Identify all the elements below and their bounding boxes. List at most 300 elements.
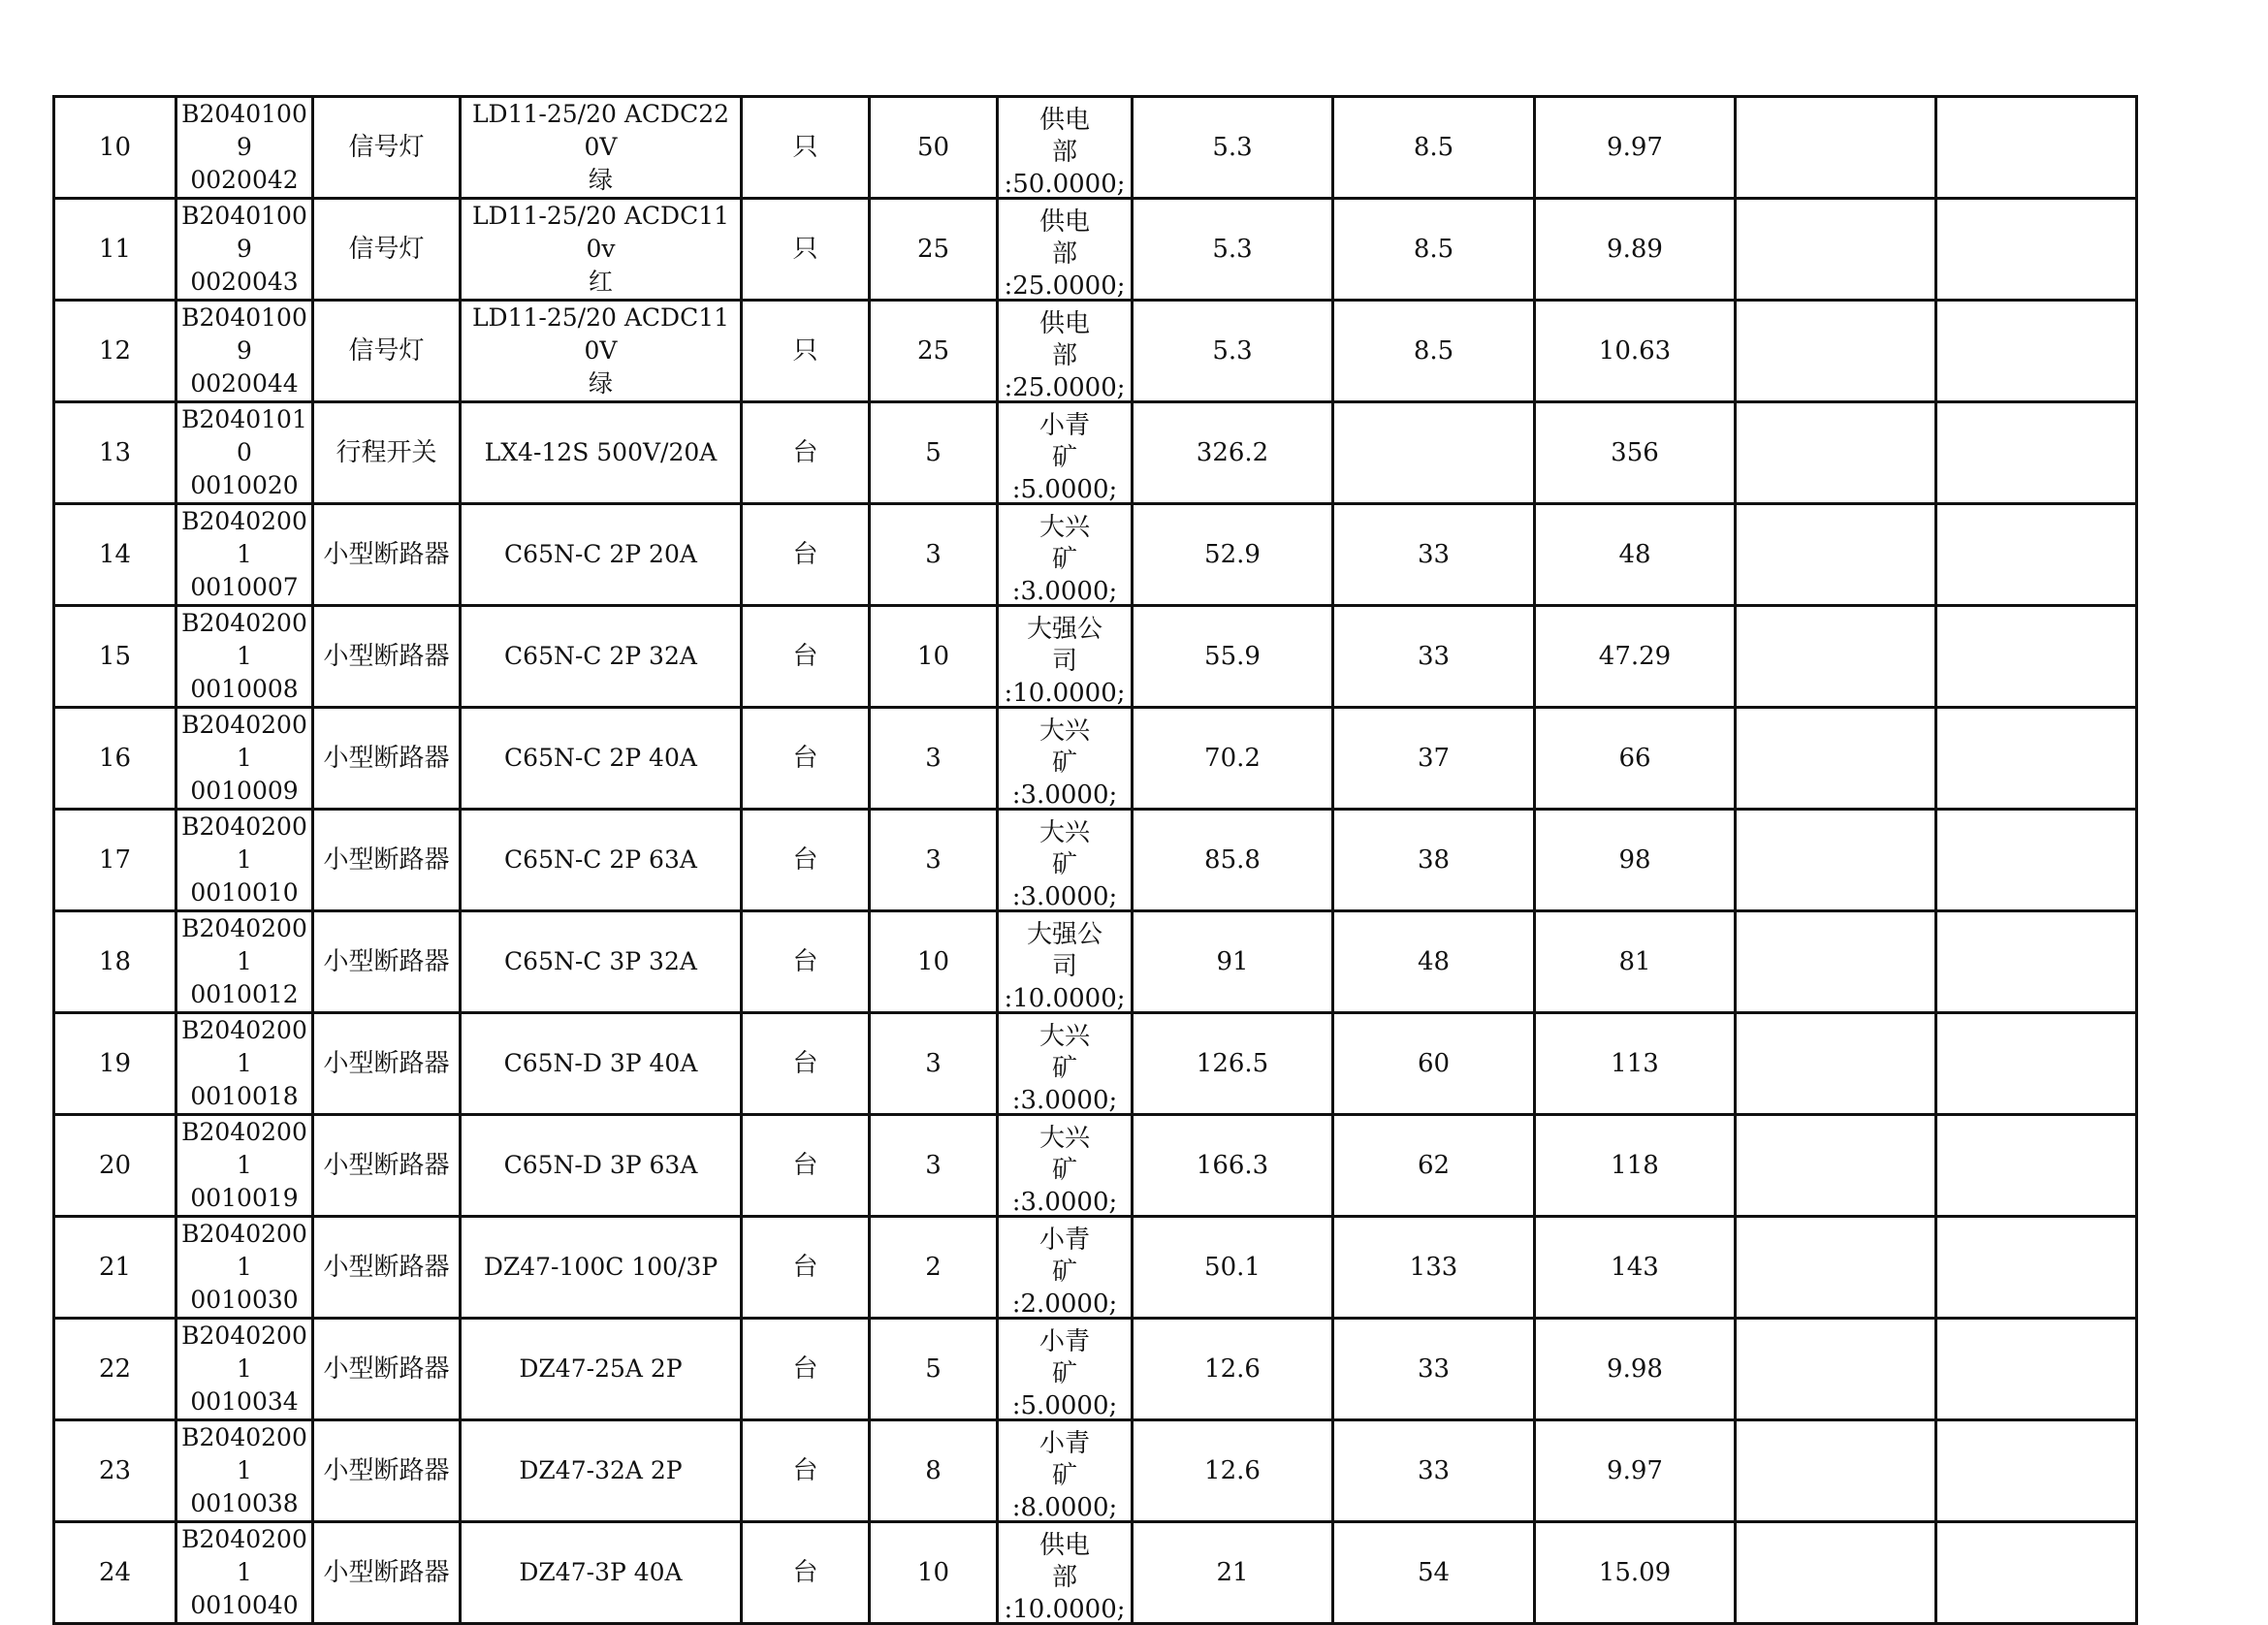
specification-cell	[461, 1319, 742, 1420]
quantity-cell: 3	[870, 708, 998, 810]
empty-cell-1	[1736, 606, 1936, 708]
material-code-cell	[176, 402, 313, 504]
table-row	[54, 1115, 2137, 1217]
material-code-line: B20402001	[181, 812, 307, 874]
unit-cell: 台	[742, 1013, 870, 1115]
unit-cell: 台	[742, 810, 870, 911]
source-text	[1001, 714, 1129, 810]
material-code-line: 0020042	[190, 166, 299, 194]
empty-cell-2	[1936, 199, 2137, 301]
empty-cell-1	[1736, 1013, 1936, 1115]
quantity-cell: 25	[870, 199, 998, 301]
material-name-cell: 小型断路器	[313, 1522, 461, 1624]
source-cell	[998, 199, 1133, 301]
price-2-cell: 133	[1333, 1217, 1535, 1319]
source-line: :5.0000;	[1011, 1390, 1118, 1420]
material-code-line: B20402001	[181, 711, 307, 772]
source-line: :3.0000;	[1011, 576, 1118, 606]
price-2-cell: 8.5	[1333, 199, 1535, 301]
source-text	[1001, 1324, 1129, 1420]
source-line: :10.0000;	[1004, 983, 1126, 1013]
material-code-cell	[176, 606, 313, 708]
source-line: 供电	[1038, 308, 1090, 338]
source-cell	[998, 504, 1133, 606]
unit-cell: 台	[742, 606, 870, 708]
source-line: 部	[1051, 1562, 1077, 1592]
unit-cell: 台	[742, 504, 870, 606]
price-2-cell: 8.5	[1333, 97, 1535, 199]
material-name-cell: 信号灯	[313, 301, 461, 402]
row-number-cell: 22	[54, 1319, 176, 1420]
source-cell	[998, 1420, 1133, 1522]
source-line: 大兴	[1038, 1123, 1090, 1153]
price-1-cell: 166.3	[1133, 1115, 1333, 1217]
source-line: 大强公	[1026, 614, 1102, 644]
material-code-cell	[176, 1522, 313, 1624]
material-code-line: B20402001	[181, 1220, 307, 1281]
table-row	[54, 708, 2137, 810]
source-line: :5.0000;	[1011, 474, 1118, 504]
table-row	[54, 199, 2137, 301]
table-row	[54, 301, 2137, 402]
material-name-cell: 信号灯	[313, 199, 461, 301]
material-code-cell	[176, 199, 313, 301]
price-2-cell: 33	[1333, 606, 1535, 708]
specification-cell	[461, 911, 742, 1013]
material-code-cell	[176, 301, 313, 402]
quantity-cell: 3	[870, 1013, 998, 1115]
empty-cell-2	[1936, 708, 2137, 810]
unit-cell: 台	[742, 402, 870, 504]
material-code-line: 0010038	[190, 1489, 299, 1517]
source-cell	[998, 708, 1133, 810]
material-code-cell	[176, 1013, 313, 1115]
row-number-cell: 20	[54, 1115, 176, 1217]
empty-cell-2	[1936, 97, 2137, 199]
price-1-cell: 55.9	[1133, 606, 1333, 708]
material-code-line: 0010020	[190, 471, 299, 499]
specification-line: LD11-25/20 ACDC110V	[471, 303, 730, 365]
table-row	[54, 911, 2137, 1013]
material-code-line: 0010030	[190, 1286, 299, 1314]
price-1-cell: 326.2	[1133, 402, 1333, 504]
quantity-cell: 10	[870, 911, 998, 1013]
quantity-cell: 10	[870, 1522, 998, 1624]
source-line: :3.0000;	[1011, 1085, 1118, 1115]
source-line: 部	[1051, 239, 1077, 269]
price-2-cell: 48	[1333, 911, 1535, 1013]
price-1-cell: 21	[1133, 1522, 1333, 1624]
price-3-cell: 143	[1535, 1217, 1736, 1319]
source-line: 矿	[1051, 748, 1077, 778]
material-code-cell	[176, 1217, 313, 1319]
material-code-cell	[176, 1420, 313, 1522]
quantity-cell: 3	[870, 504, 998, 606]
price-2-cell: 33	[1333, 1420, 1535, 1522]
price-2-cell: 33	[1333, 504, 1535, 606]
empty-cell-2	[1936, 1522, 2137, 1624]
specification-line: LD11-25/20 ACDC110v	[471, 202, 730, 263]
unit-cell: 台	[742, 708, 870, 810]
specification-line: 红	[588, 268, 613, 296]
material-code-line: 0010008	[190, 675, 299, 703]
source-cell	[998, 1013, 1133, 1115]
specification-cell	[461, 708, 742, 810]
empty-cell-2	[1936, 606, 2137, 708]
price-1-cell: 12.6	[1133, 1420, 1333, 1522]
material-name-cell: 小型断路器	[313, 1420, 461, 1522]
material-code-line: B20401009	[181, 202, 307, 263]
price-3-cell: 66	[1535, 708, 1736, 810]
table-row	[54, 606, 2137, 708]
source-line: :25.0000;	[1004, 271, 1126, 301]
unit-cell: 台	[742, 1115, 870, 1217]
source-line: 小青	[1038, 1326, 1090, 1356]
material-code-line: B20401010	[181, 405, 307, 466]
price-2-cell: 38	[1333, 810, 1535, 911]
price-2-cell: 33	[1333, 1319, 1535, 1420]
source-cell	[998, 1115, 1133, 1217]
source-line: 司	[1051, 951, 1077, 981]
source-line: 供电	[1038, 207, 1090, 237]
material-name-cell: 小型断路器	[313, 606, 461, 708]
material-code-line: 0020043	[190, 268, 299, 296]
empty-cell-1	[1736, 708, 1936, 810]
source-line: 小青	[1038, 1428, 1090, 1458]
row-number-cell: 15	[54, 606, 176, 708]
specification-line: C65N-C 2P 63A	[504, 845, 697, 874]
empty-cell-2	[1936, 1319, 2137, 1420]
table-row	[54, 1319, 2137, 1420]
unit-cell: 台	[742, 1319, 870, 1420]
material-name-cell: 小型断路器	[313, 1013, 461, 1115]
price-1-cell: 85.8	[1133, 810, 1333, 911]
specification-cell	[461, 606, 742, 708]
table-row	[54, 504, 2137, 606]
source-cell	[998, 97, 1133, 199]
source-line: 小青	[1038, 410, 1090, 440]
price-3-cell: 9.97	[1535, 1420, 1736, 1522]
specification-cell	[461, 301, 742, 402]
specification-line: C65N-C 2P 40A	[504, 744, 697, 772]
material-code-line: 0010018	[190, 1082, 299, 1110]
source-text	[1001, 815, 1129, 911]
specification-cell	[461, 1115, 742, 1217]
row-number-cell: 13	[54, 402, 176, 504]
empty-cell-2	[1936, 911, 2137, 1013]
empty-cell-1	[1736, 1420, 1936, 1522]
specification-cell	[461, 504, 742, 606]
source-line: 供电	[1038, 105, 1090, 135]
source-line: 矿	[1051, 442, 1077, 472]
source-line: 小青	[1038, 1225, 1090, 1255]
material-code-line: B20402001	[181, 1118, 307, 1179]
empty-cell-2	[1936, 504, 2137, 606]
specification-line: DZ47-32A 2P	[519, 1456, 683, 1484]
material-code-line: B20402001	[181, 1525, 307, 1586]
unit-cell: 只	[742, 301, 870, 402]
specification-cell	[461, 1217, 742, 1319]
source-text	[1001, 1121, 1129, 1217]
source-line: 大兴	[1038, 1021, 1090, 1051]
source-cell	[998, 606, 1133, 708]
material-code-line: 0010019	[190, 1184, 299, 1212]
price-2-cell: 62	[1333, 1115, 1535, 1217]
quantity-cell: 3	[870, 1115, 998, 1217]
price-1-cell: 5.3	[1133, 301, 1333, 402]
source-line: 部	[1051, 340, 1077, 370]
specification-cell	[461, 1420, 742, 1522]
specification-cell	[461, 402, 742, 504]
empty-cell-1	[1736, 810, 1936, 911]
material-code-line: B20401009	[181, 100, 307, 161]
price-3-cell: 10.63	[1535, 301, 1736, 402]
source-text	[1001, 612, 1129, 708]
empty-cell-1	[1736, 1319, 1936, 1420]
material-code-line: 0020044	[190, 369, 299, 398]
specification-cell	[461, 1522, 742, 1624]
specification-line: C65N-D 3P 63A	[503, 1151, 698, 1179]
source-line: :10.0000;	[1004, 678, 1126, 708]
source-line: 矿	[1051, 544, 1077, 574]
material-name-cell: 小型断路器	[313, 810, 461, 911]
price-2-cell	[1333, 402, 1535, 504]
source-cell	[998, 1522, 1133, 1624]
empty-cell-1	[1736, 1217, 1936, 1319]
row-number-cell: 10	[54, 97, 176, 199]
empty-cell-1	[1736, 402, 1936, 504]
table-row	[54, 1522, 2137, 1624]
material-code-line: B20402001	[181, 609, 307, 670]
material-name-cell: 小型断路器	[313, 911, 461, 1013]
source-line: 大强公	[1026, 919, 1102, 949]
material-code-line: 0010012	[190, 980, 299, 1008]
price-2-cell: 8.5	[1333, 301, 1535, 402]
price-1-cell: 5.3	[1133, 199, 1333, 301]
material-code-line: 0010009	[190, 777, 299, 805]
source-text	[1001, 408, 1129, 504]
price-3-cell: 47.29	[1535, 606, 1736, 708]
material-code-line: B20401009	[181, 303, 307, 365]
material-name-cell: 小型断路器	[313, 504, 461, 606]
material-name-cell: 小型断路器	[313, 1217, 461, 1319]
price-3-cell: 81	[1535, 911, 1736, 1013]
material-code-line: B20402001	[181, 1016, 307, 1077]
material-name-cell: 小型断路器	[313, 1319, 461, 1420]
source-cell	[998, 1319, 1133, 1420]
source-line: :3.0000;	[1011, 1187, 1118, 1217]
specification-line: LD11-25/20 ACDC220V	[471, 100, 730, 161]
specification-line: 绿	[588, 166, 613, 194]
empty-cell-2	[1936, 1217, 2137, 1319]
empty-cell-1	[1736, 199, 1936, 301]
table-body	[54, 97, 2137, 1624]
source-line: 司	[1051, 646, 1077, 676]
source-text	[1001, 1019, 1129, 1115]
source-text	[1001, 103, 1129, 199]
material-code-line: B20402001	[181, 914, 307, 975]
material-code-cell	[176, 504, 313, 606]
unit-cell: 只	[742, 199, 870, 301]
source-text	[1001, 917, 1129, 1013]
unit-cell: 台	[742, 911, 870, 1013]
quantity-cell: 8	[870, 1420, 998, 1522]
unit-cell: 台	[742, 1420, 870, 1522]
unit-cell: 只	[742, 97, 870, 199]
table-row	[54, 97, 2137, 199]
source-line: 矿	[1051, 1257, 1077, 1287]
table-row	[54, 1013, 2137, 1115]
source-line: :8.0000;	[1011, 1492, 1118, 1522]
specification-cell	[461, 199, 742, 301]
price-1-cell: 126.5	[1133, 1013, 1333, 1115]
source-line: :50.0000;	[1004, 169, 1126, 199]
price-3-cell: 9.89	[1535, 199, 1736, 301]
specification-cell	[461, 1013, 742, 1115]
source-line: 矿	[1051, 1460, 1077, 1490]
specification-line: LX4-12S 500V/20A	[484, 438, 718, 466]
material-code-line: 0010007	[190, 573, 299, 601]
specification-line: DZ47-100C 100/3P	[483, 1253, 719, 1281]
source-line: 供电	[1038, 1530, 1090, 1560]
price-3-cell: 9.97	[1535, 97, 1736, 199]
empty-cell-2	[1936, 301, 2137, 402]
specification-cell	[461, 810, 742, 911]
table-row	[54, 402, 2137, 504]
specification-line: DZ47-3P 40A	[519, 1558, 683, 1586]
specification-line: C65N-C 2P 32A	[504, 642, 697, 670]
price-3-cell: 356	[1535, 402, 1736, 504]
empty-cell-2	[1936, 1013, 2137, 1115]
source-line: :25.0000;	[1004, 372, 1126, 402]
row-number-cell: 12	[54, 301, 176, 402]
source-line: 大兴	[1038, 512, 1090, 542]
source-text	[1001, 306, 1129, 402]
source-cell	[998, 810, 1133, 911]
source-line: 大兴	[1038, 817, 1090, 847]
material-code-cell	[176, 708, 313, 810]
price-2-cell: 60	[1333, 1013, 1535, 1115]
empty-cell-1	[1736, 504, 1936, 606]
empty-cell-1	[1736, 911, 1936, 1013]
material-code-line: B20402001	[181, 1322, 307, 1383]
price-1-cell: 12.6	[1133, 1319, 1333, 1420]
row-number-cell: 17	[54, 810, 176, 911]
empty-cell-2	[1936, 810, 2137, 911]
source-line: 矿	[1051, 1155, 1077, 1185]
table-row	[54, 1217, 2137, 1319]
empty-cell-2	[1936, 1420, 2137, 1522]
specification-line: C65N-D 3P 40A	[503, 1049, 698, 1077]
material-name-cell: 信号灯	[313, 97, 461, 199]
source-line: 矿	[1051, 1358, 1077, 1388]
quantity-cell: 2	[870, 1217, 998, 1319]
row-number-cell: 23	[54, 1420, 176, 1522]
price-3-cell: 118	[1535, 1115, 1736, 1217]
empty-cell-2	[1936, 1115, 2137, 1217]
source-cell	[998, 402, 1133, 504]
price-2-cell: 54	[1333, 1522, 1535, 1624]
price-1-cell: 50.1	[1133, 1217, 1333, 1319]
empty-cell-1	[1736, 1522, 1936, 1624]
source-cell	[998, 301, 1133, 402]
quantity-cell: 5	[870, 1319, 998, 1420]
material-code-cell	[176, 911, 313, 1013]
source-cell	[998, 911, 1133, 1013]
quantity-cell: 10	[870, 606, 998, 708]
materials-table	[52, 95, 2138, 1625]
source-line: 矿	[1051, 1053, 1077, 1083]
material-code-line: 0010010	[190, 878, 299, 907]
quantity-cell: 25	[870, 301, 998, 402]
source-line: :3.0000;	[1011, 780, 1118, 810]
material-code-cell	[176, 97, 313, 199]
material-name-cell: 行程开关	[313, 402, 461, 504]
quantity-cell: 3	[870, 810, 998, 911]
empty-cell-1	[1736, 1115, 1936, 1217]
price-3-cell: 15.09	[1535, 1522, 1736, 1624]
material-code-cell	[176, 1319, 313, 1420]
source-line: 部	[1051, 137, 1077, 167]
material-name-cell: 小型断路器	[313, 708, 461, 810]
empty-cell-2	[1936, 402, 2137, 504]
specification-line: DZ47-25A 2P	[519, 1354, 683, 1383]
row-number-cell: 11	[54, 199, 176, 301]
material-name-cell: 小型断路器	[313, 1115, 461, 1217]
row-number-cell: 18	[54, 911, 176, 1013]
source-line: :3.0000;	[1011, 881, 1118, 911]
material-code-line: 0010034	[190, 1387, 299, 1416]
material-code-line: B20402001	[181, 1423, 307, 1484]
source-line: 矿	[1051, 849, 1077, 879]
source-text	[1001, 205, 1129, 301]
source-text	[1001, 1528, 1129, 1624]
price-1-cell: 70.2	[1133, 708, 1333, 810]
specification-cell	[461, 97, 742, 199]
material-code-cell	[176, 1115, 313, 1217]
source-text	[1001, 510, 1129, 606]
row-number-cell: 14	[54, 504, 176, 606]
source-line: :2.0000;	[1011, 1289, 1118, 1319]
source-text	[1001, 1426, 1129, 1522]
source-text	[1001, 1223, 1129, 1319]
price-1-cell: 91	[1133, 911, 1333, 1013]
table-row	[54, 1420, 2137, 1522]
specification-line: C65N-C 2P 20A	[504, 540, 697, 568]
table-row	[54, 810, 2137, 911]
source-cell	[998, 1217, 1133, 1319]
source-line: :10.0000;	[1004, 1594, 1126, 1624]
row-number-cell: 24	[54, 1522, 176, 1624]
row-number-cell: 19	[54, 1013, 176, 1115]
price-1-cell: 5.3	[1133, 97, 1333, 199]
price-3-cell: 98	[1535, 810, 1736, 911]
price-2-cell: 37	[1333, 708, 1535, 810]
quantity-cell: 50	[870, 97, 998, 199]
empty-cell-1	[1736, 97, 1936, 199]
price-3-cell: 48	[1535, 504, 1736, 606]
empty-cell-1	[1736, 301, 1936, 402]
unit-cell: 台	[742, 1522, 870, 1624]
specification-line: 绿	[588, 369, 613, 398]
price-3-cell: 9.98	[1535, 1319, 1736, 1420]
material-code-cell	[176, 810, 313, 911]
price-1-cell: 52.9	[1133, 504, 1333, 606]
quantity-cell: 5	[870, 402, 998, 504]
specification-line: C65N-C 3P 32A	[504, 947, 697, 975]
material-code-line: B20402001	[181, 507, 307, 568]
material-code-line: 0010040	[190, 1591, 299, 1619]
